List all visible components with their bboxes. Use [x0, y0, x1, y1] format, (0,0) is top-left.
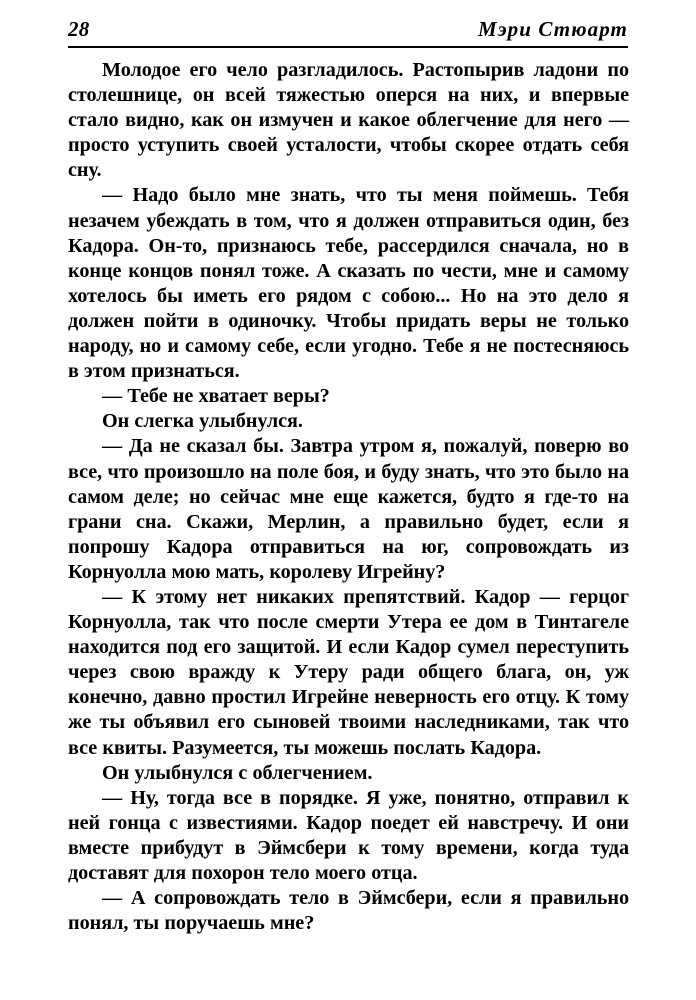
page-number: 28 [68, 17, 90, 41]
paragraph: — А сопровождать тело в Эймсбери, если я правильно понял, ты поручаешь мне? [68, 887, 629, 935]
paragraph: — К этому нет никаких препятствий. Кадор — герцог Корнуолла, так что после смерти Утера ее дом в Тинтагеле находится под его защитой. И если Кадор сумел переступить через свою вражду к Утеру ради общего блага, он, уж конечно, давно простил Игрейне неверность его отцу. К тому же ты объявил его сыновей твоими наследниками, так что все квиты. Разумеется, ты можешь послать Кадора. [68, 585, 629, 759]
running-head [68, 18, 628, 48]
book-title: Мэри Стюарт [478, 17, 628, 41]
paragraph: Он улыбнулся с облегчением. [102, 761, 373, 784]
paragraph: — Да не сказал бы. Завтра утром я, пожалуй, поверю во все, что произошло на поле боя, и буду знать, что это было на самом деле; но сейчас мне еще кажется, будто я где-то на грани сна. Скажи, Мерлин, а правильно будет, если я попрошу Кадора отправиться на юг, сопровождать из Корнуолла мою мать, королеву Игрейну? [68, 435, 629, 583]
paragraph: Молодое его чело разгладилось. Растопырив ладони по столешнице, он всей тяжестью оперся на них, и впервые стало видно, как он измучен и какое облегчение для него — просто уступить своей усталости, чтобы скорее отдать себя сну. [68, 59, 629, 182]
paragraph: Он слегка улыбнулся. [102, 410, 303, 433]
paragraph: — Ну, тогда все в порядке. Я уже, понятно, отправил к ней гонца с известиями. Кадор поедет ей навстречу. И они вместе прибудут в Эймсбери к тому времени, когда туда доставят для похорон тело моего отца. [68, 786, 629, 884]
paragraph: — Тебе не хватает веры? [102, 385, 330, 408]
body-text [68, 58, 629, 936]
paragraph: — Надо было мне знать, что ты меня поймешь. Тебя незачем убеждать в том, что я должен отправиться один, без Кадора. Он-то, признаюсь тебе, рассердился сначала, но в конце концов понял тоже. А сказать по чести, мне и самому хотелось бы иметь его рядом с собою... Но на это дело я должен пойти в одиночку. Чтобы придать веры не только народу, но и самому себе, если угодно. Тебе я не постесняюсь в этом признаться. [68, 184, 629, 383]
